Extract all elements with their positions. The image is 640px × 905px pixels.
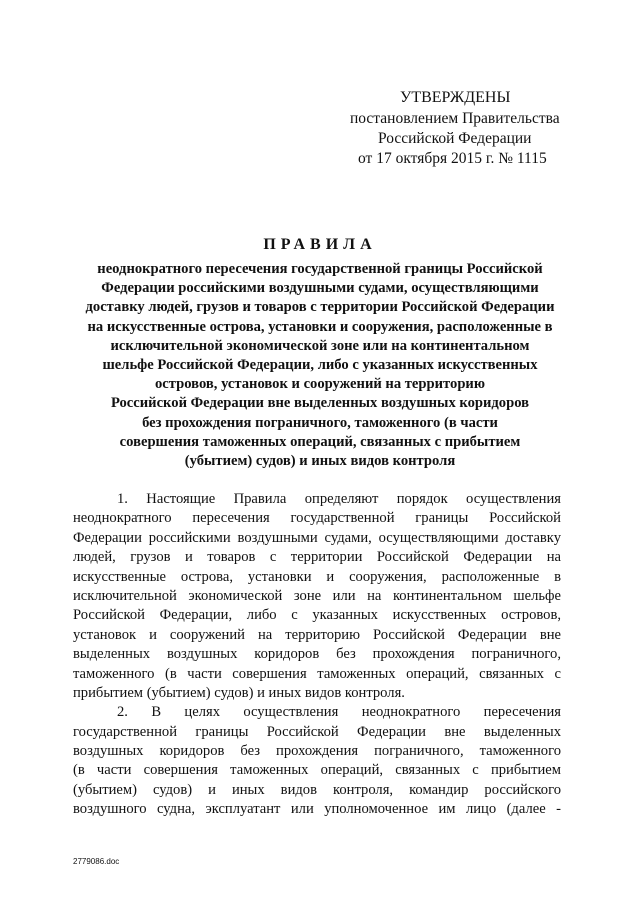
approval-line-decree: постановлением Правительства — [350, 110, 560, 127]
subtitle-line: островов, установок и сооружений на территорию — [155, 376, 485, 393]
document-title: ПРАВИЛА — [263, 236, 377, 253]
subtitle-line: исключительной экономической зоне или на континентальном — [110, 337, 530, 354]
paragraph-2-line: государственной границы Российской Федерации вне выделенных — [73, 723, 561, 740]
file-name-footer: 2779086.doc — [73, 857, 120, 866]
paragraph-1-line: людей, грузов и товаров с территории Российской Федерации на — [73, 549, 561, 566]
subtitle-line: Федерации российскими воздушными судами, осуществляющими — [101, 280, 539, 297]
paragraph-2-line: воздушных коридоров без прохождения пограничного, таможенного — [73, 743, 561, 760]
approval-heading: УТВЕРЖДЕНЫ — [400, 89, 511, 106]
subtitle-line: (убытием) судов) и иных видов контроля — [184, 453, 456, 470]
paragraph-2-line: (убытием) судов) и иных видов контроля, командир российского — [73, 781, 561, 798]
paragraph-1-line: искусственные острова, установки и сооружения, расположенные в — [73, 568, 561, 585]
document-subtitle — [70, 260, 570, 471]
paragraph-1-line: прибытием (убытием) судов) и иных видов контроля. — [73, 684, 405, 701]
paragraph-1-line: исключительной экономической зоне или на континентальном шельфе — [73, 587, 561, 604]
subtitle-line: неоднократного пересечения государственной границы Российской — [97, 261, 543, 277]
subtitle-line: без прохождения пограничного, таможенного (в части — [142, 414, 498, 431]
paragraph-1-line: установок и сооружений на территорию Российской Федерации вне — [73, 626, 561, 643]
subtitle-line: Российской Федерации вне выделенных воздушных коридоров — [110, 395, 530, 412]
paragraph-1-line: неоднократного пересечения государственной границы Российской — [73, 510, 561, 527]
paragraph-1-line: таможенного (в части совершения таможенных операций, связанных с — [73, 665, 561, 682]
paragraph-2-line: 2. В целях осуществления неоднократного пересечения — [117, 704, 561, 721]
approval-line-date-number: от 17 октября 2015 г. № 1115 — [358, 150, 547, 167]
document-body — [73, 490, 561, 820]
paragraph-1-line: Федерации российскими воздушными судами, осуществляющими доставку — [73, 529, 561, 546]
subtitle-line: шельфе Российской Федерации, либо с указанных искусственных — [102, 357, 538, 374]
subtitle-line: совершения таможенных операций, связанных с прибытием — [119, 433, 521, 450]
paragraph-1-line: выделенных воздушных коридоров без прохождения пограничного, — [73, 646, 561, 663]
subtitle-line: доставку людей, грузов и товаров с территории Российской Федерации — [85, 299, 555, 316]
paragraph-1-line: Российской Федерации, либо с указанных искусственных островов, — [73, 607, 561, 624]
paragraph-2-line: воздушного судна, эксплуатант или уполномоченное им лицо (далее - — [73, 801, 561, 818]
subtitle-line: на искусственные острова, установки и сооружения, расположенные в — [87, 318, 553, 335]
paragraph-2-line: (в части совершения таможенных операций, связанных с прибытием — [73, 762, 561, 779]
approval-line-government: Российской Федерации — [378, 130, 532, 147]
paragraph-1-line: 1. Настоящие Правила определяют порядок осуществления — [117, 491, 561, 507]
